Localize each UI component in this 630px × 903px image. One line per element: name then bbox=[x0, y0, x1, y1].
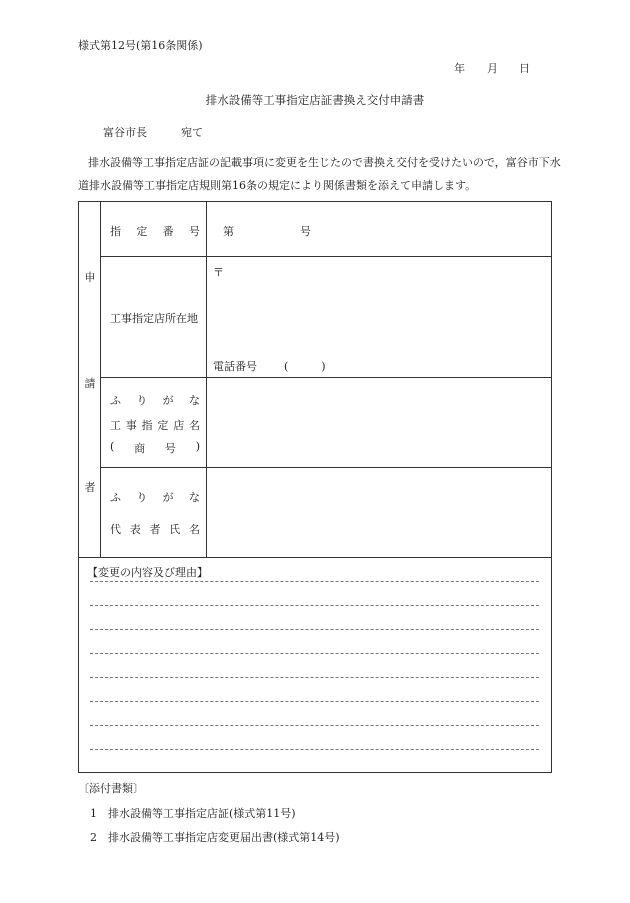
postal-mark: 〒 bbox=[213, 266, 224, 279]
dotted-line bbox=[90, 701, 539, 702]
designation-number-label: 指 定 番 号 bbox=[101, 202, 207, 257]
body-text-line-1: 排水設備等工事指定店証の記載事項に変更を生じたので書換え交付を受けたいので，富谷市下水 bbox=[88, 156, 561, 169]
attachment-item: 2 排水設備等工事指定店変更届出書(様式第14号) bbox=[90, 831, 340, 844]
representative-name-field[interactable] bbox=[207, 468, 552, 558]
dotted-line bbox=[90, 581, 539, 582]
phone-label: 電話番号 bbox=[213, 360, 257, 373]
dotted-line bbox=[90, 725, 539, 726]
applicant-char: 請 bbox=[84, 377, 96, 390]
shop-name-field[interactable] bbox=[207, 378, 552, 468]
shop-address-label: 工事指定店所在地 bbox=[101, 257, 207, 378]
dotted-line bbox=[90, 749, 539, 750]
applicant-char: 申 bbox=[84, 271, 96, 284]
dotted-line bbox=[90, 677, 539, 678]
dotted-line bbox=[90, 605, 539, 606]
change-details-box[interactable] bbox=[79, 558, 552, 773]
designation-number-field[interactable] bbox=[207, 202, 552, 257]
form-number: 様式第12号(第16条関係) bbox=[78, 39, 203, 52]
addressee-name: 富谷市長 bbox=[103, 126, 147, 139]
dotted-line bbox=[90, 653, 539, 654]
shop-address-field[interactable] bbox=[207, 257, 552, 378]
addressee-honorific: 宛て bbox=[181, 126, 203, 139]
document-title: 排水設備等工事指定店証書換え交付申請書 bbox=[205, 93, 425, 107]
attachment-item: 1 排水設備等工事指定店証(様式第11号) bbox=[90, 807, 296, 820]
representative-name-label: ふ り が な 代 表 者 氏 名 bbox=[101, 468, 207, 558]
phone-area-code-parens: ( ) bbox=[284, 360, 326, 373]
date-month-label: 月 bbox=[487, 62, 498, 75]
applicant-vertical-label bbox=[79, 202, 101, 558]
attachments-heading: 〔添付書類〕 bbox=[78, 782, 144, 795]
applicant-char: 者 bbox=[84, 481, 96, 494]
body-text-line-2: 道排水設備等工事指定店規則第16条の規定により関係書類を添えて申請します。 bbox=[78, 179, 477, 192]
date-year-label: 年 bbox=[454, 62, 465, 75]
dotted-line bbox=[90, 629, 539, 630]
application-table bbox=[78, 201, 552, 773]
date-day-label: 日 bbox=[519, 62, 530, 75]
designation-suffix: 号 bbox=[300, 225, 311, 238]
change-section-title: 【変更の内容及び理由】 bbox=[87, 566, 208, 579]
shop-name-label: ふ り が な 工 事 指 定 店 名 ( 商 号 ) bbox=[101, 378, 207, 468]
addressee bbox=[103, 124, 203, 140]
designation-prefix: 第 bbox=[223, 225, 234, 238]
